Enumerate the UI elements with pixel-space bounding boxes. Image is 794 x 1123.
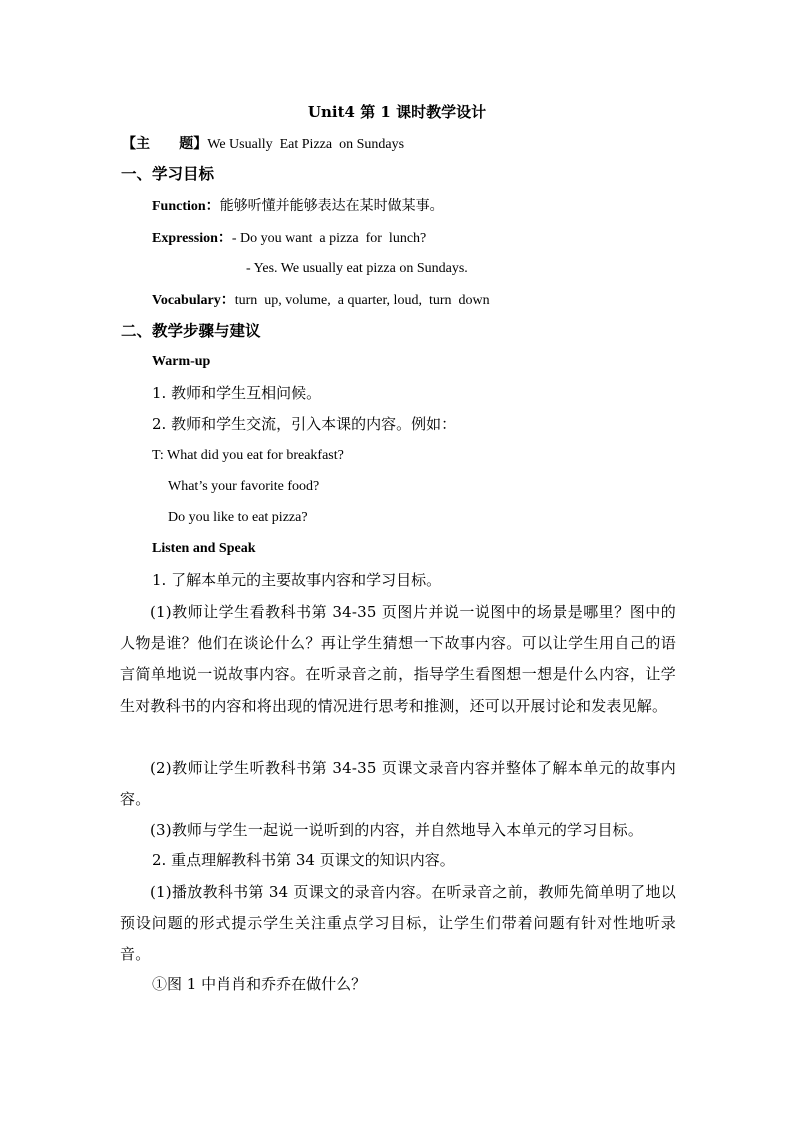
paragraph-2: (2)教师让学生听教科书第 34-35 页课文录音内容并整体了解本单元的故事内容。 (120, 759, 676, 809)
listen-speak-heading: Listen and Speak (152, 541, 256, 556)
topic-line (122, 134, 404, 155)
document-title: Unit4 第 1 课时教学设计 (307, 103, 487, 121)
topic-value: We Usually Eat Pizza on Sundays (207, 137, 405, 152)
warmup-item-1: 1. 教师和学生互相问候。 (152, 384, 322, 402)
dialog-line-3: Do you like to eat pizza? (168, 510, 308, 525)
dialog-line-2: What’s your favorite food? (168, 479, 320, 494)
question-1: ①图 1 中肖肖和乔乔在做什么？ (152, 975, 367, 993)
vocabulary-line (152, 290, 490, 311)
function-text: 能够听懂并能够表达在某时做某事。 (219, 198, 444, 214)
vocabulary-text: turn up, volume, a quarter, loud, turn down (234, 293, 490, 308)
listen-item-2: 2. 重点理解教科书第 34 页课文的知识内容。 (152, 851, 455, 869)
expression-line-1 (152, 228, 426, 249)
paragraph-1: (1)教师让学生看教科书第 34-35 页图片并说一说图中的场景是哪里？图中的人物是谁？他们在谈论什么？再让学生猜想一下故事内容。可以让学生用自己的语言简单地说一说故事内容。在听录音之前，指导学生看图想一想是什么内容，让学生对教科书的内容和将出现的情况进行思考和推测，还可以开展讨论和发表见解。 (120, 603, 676, 715)
function-label: Function： (152, 199, 220, 214)
warmup-item-2: 2. 教师和学生交流，引入本课的内容。例如： (152, 415, 457, 433)
vocabulary-label: Vocabulary： (152, 293, 235, 308)
warmup-heading: Warm-up (152, 354, 211, 369)
section2-heading: 二、教学步骤与建议 (121, 321, 261, 340)
topic-label: 【主 题】 (122, 136, 208, 152)
paragraph-4: (1)播放教科书第 34 页课文的录音内容。在听录音之前，教师先简单明了地以预设问题的形式提示学生关注重点学习目标，让学生们带着问题有针对性地听录音。 (120, 883, 676, 964)
paragraph-3: (3)教师与学生一起说一说听到的内容，并自然地导入本单元的学习目标。 (150, 821, 644, 839)
expression-text-2: - Yes. We usually eat pizza on Sundays. (246, 261, 468, 276)
listen-item-1: 1. 了解本单元的主要故事内容和学习目标。 (152, 571, 442, 589)
function-line (152, 196, 444, 217)
expression-text-1: - Do you want a pizza for lunch? (231, 231, 427, 246)
expression-label: Expression： (152, 231, 232, 246)
dialog-line-1: T: What did you eat for breakfast? (152, 448, 344, 463)
section1-heading: 一、学习目标 (121, 164, 215, 183)
